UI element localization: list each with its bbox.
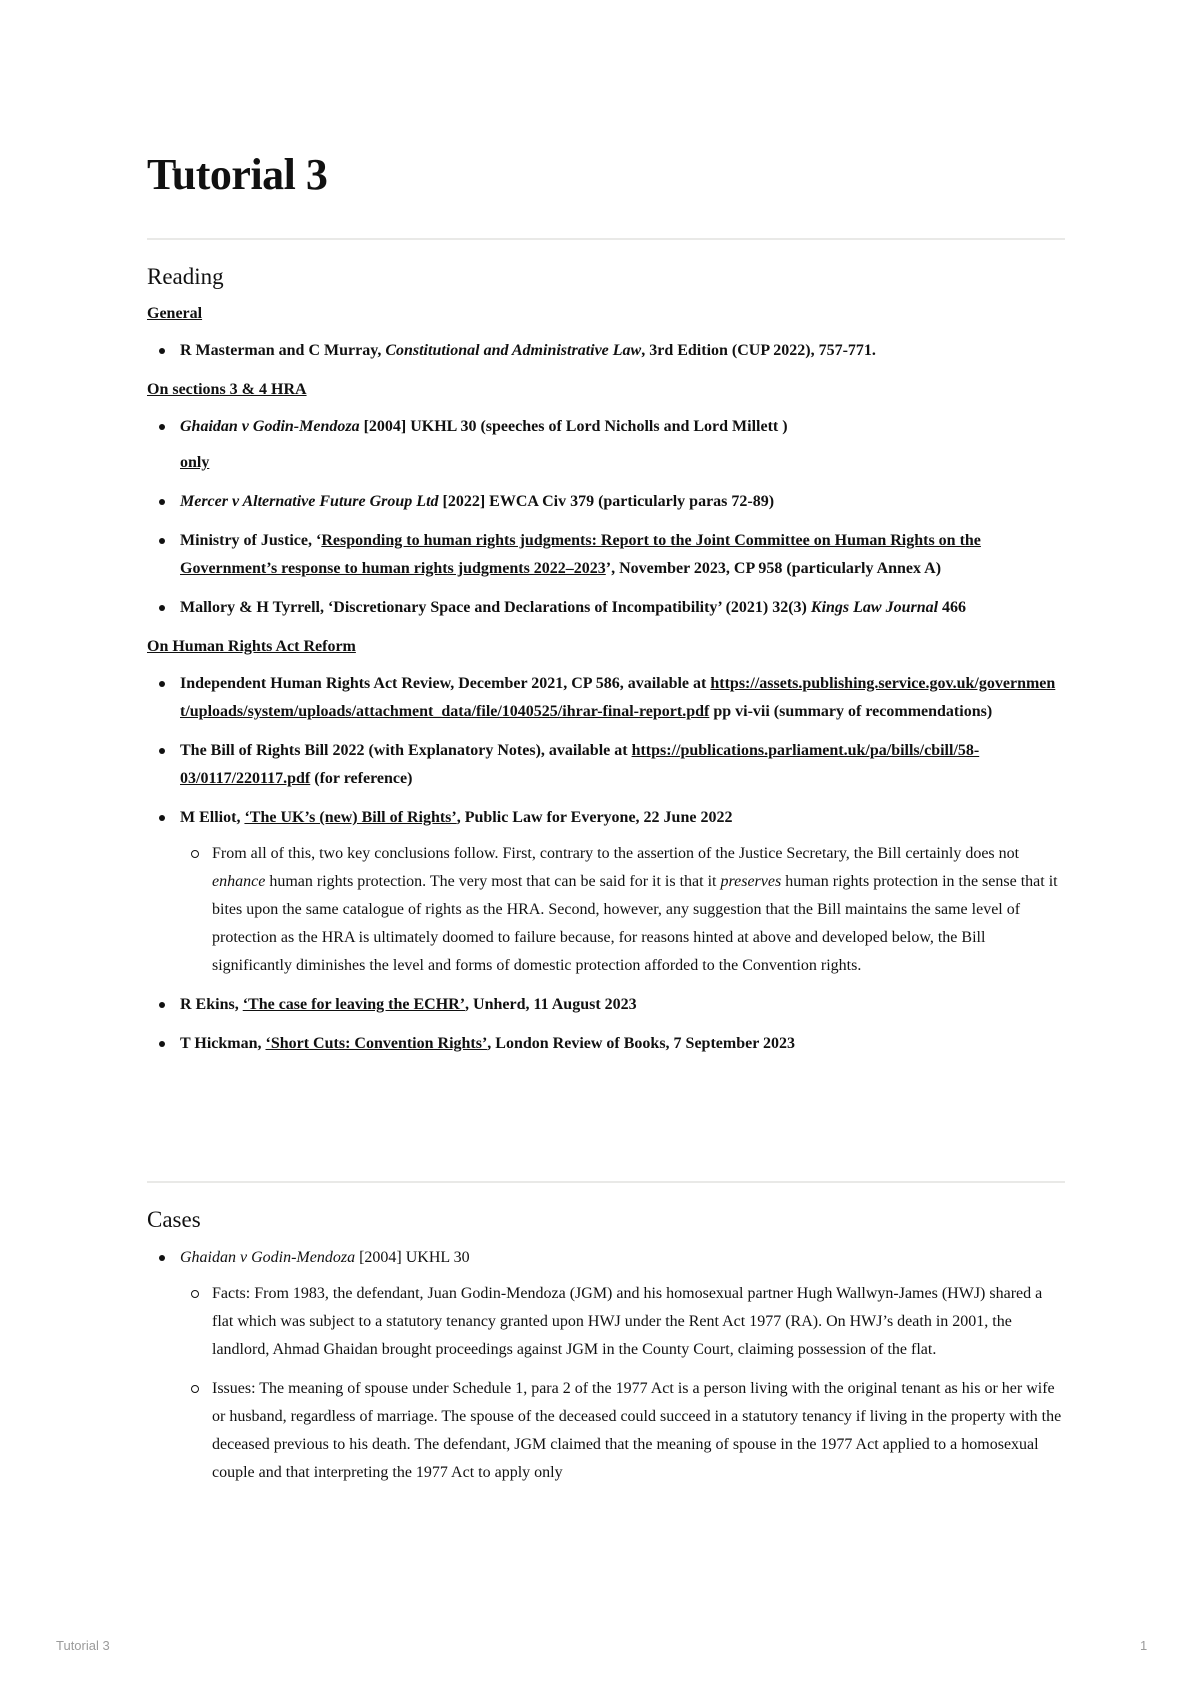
quote-text: human rights protection. The very most that can be said for it is that it (265, 873, 721, 890)
reform-list (147, 670, 1065, 1058)
quote-item (180, 840, 1065, 980)
ref-text: R Masterman and C Murray, (180, 342, 386, 359)
list-item (147, 1244, 1065, 1487)
cases-section (147, 1244, 1065, 1498)
case-name: Ghaidan v Godin-Mendoza (180, 418, 360, 435)
quote-emphasis: enhance (212, 873, 266, 890)
general-subheading: General (147, 305, 203, 322)
quote-text: From all of this, two key conclusions follow. First, contrary to the assertion of the Justice Secretary, the Bill certainly does not (212, 845, 1020, 862)
ref-text: , 3rd Edition (CUP 2022), 757-771. (641, 342, 876, 359)
quote-text: human rights protection in the sense that it bites upon the same catalogue of rights as the HRA. Second, however, any suggestion that the Bill maintains the same level of protection as the HRA is ultimately doomed to failure because, for reasons hinted at above and developed below, the Bill significantly diminishes the level and forms of domestic protection afforded to the Convention rights. (212, 873, 1058, 974)
quote-emphasis: preserves (720, 873, 782, 890)
cases-list (147, 1244, 1065, 1487)
case-issues: Issues: The meaning of spouse under Schedule 1, para 2 of the 1977 Act is a person living with the original tenant as his or her wife or husband, regardless of marriage. The spouse of the deceased could succeed in a statutory tenancy if living in the property with the deceased previous to his death. The defendant, JGM claimed that the meaning of spouse in the 1977 Act applied to a homosexual couple and that interpreting the 1977 Act to apply only (180, 1375, 1065, 1487)
case-name: Ghaidan v Godin-Mendoza (180, 1249, 356, 1266)
ref-text: [2022] EWCA Civ 379 (particularly paras 72-89) (438, 493, 775, 510)
ref-text: ’, November 2023, CP 958 (particularly Annex A) (605, 560, 942, 577)
list-item (147, 337, 1065, 365)
list-item (147, 527, 1065, 583)
elliot-article-link[interactable]: ‘The UK’s (new) Bill of Rights’ (244, 809, 457, 826)
only-note: only (180, 454, 210, 471)
ref-text: Independent Human Rights Act Review, December 2021, CP 586, available at (180, 675, 711, 692)
case-name: Mercer v Alternative Future Group Ltd (180, 493, 439, 510)
hra-list (147, 413, 1065, 622)
ref-text: pp vi-vii (summary of recommendations) (709, 703, 993, 720)
reading-heading: Reading (147, 264, 224, 289)
ref-text: [2004] UKHL 30 (speeches of Lord Nicholls and Lord Millett ) (359, 418, 788, 435)
case-citation: [2004] UKHL 30 (355, 1249, 470, 1266)
list-item (147, 488, 1065, 516)
ref-text: The Bill of Rights Bill 2022 (with Explanatory Notes), available at (180, 742, 632, 759)
reading-section (147, 300, 1065, 1069)
ekins-article-link[interactable]: ‘The case for leaving the ECHR’ (242, 996, 466, 1013)
cases-heading: Cases (147, 1207, 201, 1232)
ref-text: 466 (938, 599, 967, 616)
list-item (147, 670, 1065, 726)
page-number: 1 (1140, 1638, 1148, 1653)
ref-text: Ministry of Justice, ‘ (180, 532, 322, 549)
list-item (147, 804, 1065, 980)
general-list (147, 337, 1065, 365)
elliot-quote-list (180, 840, 1065, 980)
list-item (147, 413, 1065, 477)
reform-subheading: On Human Rights Act Reform (147, 638, 356, 655)
footer-title: Tutorial 3 (56, 1638, 110, 1653)
ref-title: Constitutional and Administrative Law (385, 342, 642, 359)
title-divider (147, 238, 1065, 240)
hickman-article-link[interactable]: ‘Short Cuts: Convention Rights’ (265, 1035, 488, 1052)
list-item (147, 1030, 1065, 1058)
ihrar-report-link[interactable]: https://assets.publishing.service.gov.uk/government/uploads/system/uploads/attachment_data/file/1040525/ihrar-final-report.pdf (180, 675, 1056, 720)
ref-text: R Ekins, (180, 996, 243, 1013)
hra-subheading: On sections 3 & 4 HRA (147, 381, 307, 398)
case-facts: Facts: From 1983, the defendant, Juan Godin-Mendoza (JGM) and his homosexual partner Hugh Wallwyn-James (HWJ) shared a flat which was subject to a statutory tenancy granted upon HWJ under the Rent Act 1977 (RA). On HWJ’s death in 2001, the landlord, Ahmad Ghaidan brought proceedings against JGM in the County Court, claiming possession of the flat. (180, 1280, 1065, 1364)
ref-text: Mallory & H Tyrrell, ‘Discretionary Space and Declarations of Incompatibility’ (2021) 32(3) (180, 599, 811, 616)
list-item (147, 737, 1065, 793)
bill-of-rights-link[interactable]: https://publications.parliament.uk/pa/bills/cbill/58-03/0117/220117.pdf (180, 742, 980, 787)
ref-text: , Unherd, 11 August 2023 (465, 996, 637, 1013)
ref-text: , Public Law for Everyone, 22 June 2022 (456, 809, 733, 826)
ref-text: T Hickman, (180, 1035, 266, 1052)
ref-text: , London Review of Books, 7 September 2023 (487, 1035, 796, 1052)
journal-name: Kings Law Journal (810, 599, 939, 616)
list-item (147, 594, 1065, 622)
page-title: Tutorial 3 (147, 150, 328, 199)
ref-text: (for reference) (310, 770, 413, 787)
case-details-list (180, 1280, 1065, 1487)
moj-report-link[interactable]: Responding to human rights judgments: Report to the Joint Committee on Human Rights on the Government’s response to human rights judgments 2022–2023 (180, 532, 981, 577)
list-item (147, 991, 1065, 1019)
cases-divider (147, 1181, 1065, 1183)
ref-text: M Elliot, (180, 809, 245, 826)
